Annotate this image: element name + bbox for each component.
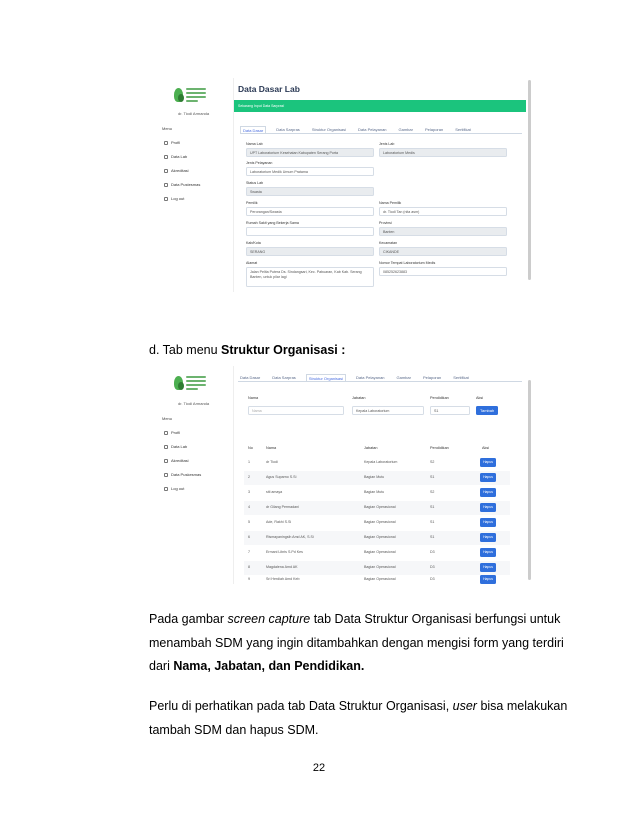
hapus-button[interactable]: Hapus <box>480 518 496 527</box>
row-nama: dr Tiodi <box>266 460 278 464</box>
row-nama: dr Gilang Permadani <box>266 505 299 509</box>
nama-lab-input[interactable]: UPT Laboratorium Kesehatan Kabupaten Serang Porta <box>246 148 374 157</box>
tab-divider <box>240 133 522 134</box>
row-pendidikan: S1 <box>430 475 435 479</box>
row-pendidikan: S2 <box>430 460 435 464</box>
tab-struktur-organisasi[interactable]: Struktur Organisasi <box>306 374 346 382</box>
form-nama-label: Nama <box>248 396 259 400</box>
tab-sertifikat[interactable]: Sertifikat <box>453 375 469 380</box>
hapus-button[interactable]: Hapus <box>480 575 496 584</box>
provinsi-label: Provinsi <box>379 221 392 225</box>
kecamatan-label: Kecamatan <box>379 241 398 245</box>
hapus-button[interactable]: Hapus <box>480 503 496 512</box>
star-icon <box>164 169 168 173</box>
tab-data-pelayanan[interactable]: Data Pelayanan <box>356 375 385 380</box>
table-row <box>244 546 510 560</box>
tab-struktur-organisasi[interactable]: Struktur Organisasi <box>311 127 347 132</box>
screenshot-struktur-organisasi <box>156 366 534 584</box>
hapus-button[interactable]: Hapus <box>480 488 496 497</box>
row-nama: Sri Herdiah Amd Keb <box>266 577 300 581</box>
logout-icon <box>164 197 168 201</box>
row-nama: Ade, Rakhi S.Si <box>266 520 292 524</box>
nama-pemilik-input[interactable]: dr. Tiodi Tan (nita asm) <box>379 207 507 216</box>
status-lab-input[interactable]: Swasta <box>246 187 374 196</box>
user-name: dr. Tiodi Armanda <box>178 111 210 116</box>
row-nama: Rismayaningsih Amd AK, S.Si <box>266 535 314 539</box>
logout-icon <box>164 487 168 491</box>
table-row <box>244 456 510 470</box>
page-number: 22 <box>312 762 326 774</box>
col-nama: Nama <box>266 446 277 450</box>
tab-data-pelayanan[interactable]: Data Pelayanan <box>358 127 387 132</box>
nomor-label: Nomor Tempat Laboratorium Medis <box>379 261 436 265</box>
tab-gambar[interactable]: Gambar <box>396 375 411 380</box>
table-row <box>244 501 510 515</box>
tab-data-sarpras[interactable]: Data Sarpras <box>272 375 296 380</box>
table-row <box>244 516 510 530</box>
row-no: 8 <box>248 565 250 569</box>
jenis-pelayanan-label: Jenis Pelayanan <box>246 161 273 165</box>
alamat-label: Alamat <box>246 261 258 265</box>
home-icon <box>164 431 168 435</box>
form-aksi-label: Aksi <box>476 396 484 400</box>
scrollbar[interactable] <box>528 380 531 580</box>
jenis-lab-label: Jenis Lab <box>379 142 395 146</box>
jabatan-select[interactable]: Kepala Laboratorium <box>352 406 424 415</box>
rs-label: Rumah Sakit yang Bekerja Sama <box>246 221 299 225</box>
table-row <box>244 486 510 500</box>
paragraph-2: Perlu di perhatikan pada tab Data Struktur Organisasi, user bisa melakukan tambah SDM dan hapus SDM. <box>149 699 568 737</box>
tab-data-dasar[interactable]: Data Dasar <box>240 126 266 134</box>
nav-logout[interactable]: Log out <box>164 486 184 491</box>
screenshot-data-dasar <box>156 78 534 292</box>
nav-data-lab[interactable]: Data Lab <box>164 444 187 449</box>
row-jabatan: Bagian Operasional <box>364 565 396 569</box>
row-jabatan: Bagian Operasional <box>364 535 396 539</box>
hapus-button[interactable]: Hapus <box>480 533 496 542</box>
row-no: 5 <box>248 520 250 524</box>
status-lab-label: Status Lab <box>246 181 264 185</box>
kecamatan-input[interactable]: CIKANDE <box>379 247 507 256</box>
provinsi-input[interactable]: Banten <box>379 227 507 236</box>
row-jabatan: Bagian Operasional <box>364 520 396 524</box>
row-jabatan: Bagian Mutu <box>364 490 385 494</box>
pemilik-label: Pemilik <box>246 201 258 205</box>
row-pendidikan: S1 <box>430 505 435 509</box>
form-jabatan-label: Jabatan <box>352 396 366 400</box>
row-no: 7 <box>248 550 250 554</box>
main-content <box>234 366 526 584</box>
row-nama: Agus Suparno S.Si <box>266 475 297 479</box>
tab-gambar[interactable]: Gambar <box>398 127 413 132</box>
hapus-button[interactable]: Hapus <box>480 458 496 467</box>
tab-divider <box>238 381 522 382</box>
table-row <box>244 471 510 485</box>
star-icon <box>164 459 168 463</box>
chart-icon <box>164 183 168 187</box>
nav-profil[interactable]: Profil <box>164 430 180 435</box>
rs-input[interactable] <box>246 227 374 236</box>
row-pendidikan: S1 <box>430 520 435 524</box>
table-row <box>244 573 510 584</box>
row-nama: Ermani Libris S.Pd Kes <box>266 550 303 554</box>
paragraph-1: Pada gambar screen capture tab Data Struktur Organisasi berfungsi untuk menambah SDM yang ingin ditambahkan dengan mengisi form yang terdiri dari Nama, Jabatan, dan Pendidikan. <box>149 612 564 673</box>
row-pendidikan: D3 <box>430 565 435 569</box>
alert-banner: Sekarang Input Data Sarpras! <box>234 100 526 112</box>
jenis-lab-input[interactable]: Laboratorium Medis <box>379 148 507 157</box>
hapus-button[interactable]: Hapus <box>480 473 496 482</box>
kemenkes-logo <box>174 86 208 108</box>
row-no: 1 <box>248 460 250 464</box>
row-pendidikan: D3 <box>430 550 435 554</box>
nama-pemilik-label: Nama Pemilik <box>379 201 402 205</box>
pemilik-input[interactable]: Perorangan/Swasta <box>246 207 374 216</box>
alamat-input[interactable]: Jalan Pelita Putera Ds. Sindangsari, Kec. Pabuaran, Kab Kab. Serang Banten, untuk pilar lagi <box>246 267 374 287</box>
home-icon <box>164 141 168 145</box>
tab-data-dasar[interactable]: Data Dasar <box>240 375 261 380</box>
kemenkes-logo <box>174 374 208 396</box>
row-pendidikan: D3 <box>430 577 435 581</box>
row-nama: Magdalena Amd AK <box>266 565 298 569</box>
user-name: dr. Tiodi Armanda <box>178 401 210 406</box>
tab-pelaporan[interactable]: Pelaporan <box>422 375 442 380</box>
nama-lab-label: Nama Lab <box>246 142 263 146</box>
jenis-pelayanan-input[interactable]: Laboratorium Medik Umum Pratama <box>246 167 374 176</box>
scrollbar[interactable] <box>528 80 531 280</box>
col-no: No <box>248 446 253 450</box>
chart-icon <box>164 473 168 477</box>
col-aksi: Aksi <box>482 446 490 450</box>
sidebar <box>156 366 234 584</box>
nav-profil[interactable]: Profil <box>164 140 180 145</box>
sidebar <box>156 78 234 292</box>
main-content <box>234 78 526 292</box>
row-pendidikan: S2 <box>430 490 435 494</box>
section-heading: d. Tab menu Struktur Organisasi : <box>149 343 346 357</box>
menu-label: Menu <box>162 126 173 131</box>
pendidikan-select[interactable]: S1 <box>430 406 470 415</box>
tambah-button[interactable]: Tambah <box>476 406 498 415</box>
kabkota-label: Kab/Kota <box>246 241 261 245</box>
form-pendidikan-label: Pendidikan <box>430 396 449 400</box>
nomor-input[interactable]: 085252623883 <box>379 267 507 276</box>
nav-data-puskesmas[interactable]: Data Puskesmas <box>164 472 201 477</box>
nav-logout[interactable]: Log out <box>164 196 184 201</box>
nama-input[interactable]: Nama <box>248 406 344 415</box>
row-jabatan: Bagian Operasional <box>364 577 396 581</box>
row-jabatan: Kepala Laboratorium <box>364 460 398 464</box>
row-no: 2 <box>248 475 250 479</box>
row-no: 9 <box>248 577 250 581</box>
col-pendidikan: Pendidikan <box>430 446 449 450</box>
tab-data-sarpras[interactable]: Data Sarpras <box>276 127 300 132</box>
nav-data-lab[interactable]: Data Lab <box>164 154 187 159</box>
row-jabatan: Bagian Mutu <box>364 475 385 479</box>
hapus-button[interactable]: Hapus <box>480 563 496 572</box>
page-title: Data Dasar Lab <box>238 84 300 94</box>
kabkota-input[interactable]: SERANG <box>246 247 374 256</box>
col-jabatan: Jabatan <box>364 446 378 450</box>
nav-akreditasi[interactable]: Akreditasi <box>164 458 189 463</box>
row-no: 4 <box>248 505 250 509</box>
row-no: 6 <box>248 535 250 539</box>
row-pendidikan: S1 <box>430 535 435 539</box>
row-jabatan: Bagian Operasional <box>364 505 396 509</box>
list-icon <box>164 445 168 449</box>
row-no: 3 <box>248 490 250 494</box>
row-nama: siti amaya <box>266 490 283 494</box>
hapus-button[interactable]: Hapus <box>480 548 496 557</box>
list-icon <box>164 155 168 159</box>
tab-sertifikat[interactable]: Sertifikat <box>455 127 471 132</box>
tab-pelaporan[interactable]: Pelaporan <box>424 127 444 132</box>
row-jabatan: Bagian Operasional <box>364 550 396 554</box>
menu-label: Menu <box>162 416 173 421</box>
table-row <box>244 531 510 545</box>
nav-data-pustesmas[interactable]: Data Pustesmas <box>164 182 200 187</box>
nav-akreditasi[interactable]: Akreditasi <box>164 168 189 173</box>
